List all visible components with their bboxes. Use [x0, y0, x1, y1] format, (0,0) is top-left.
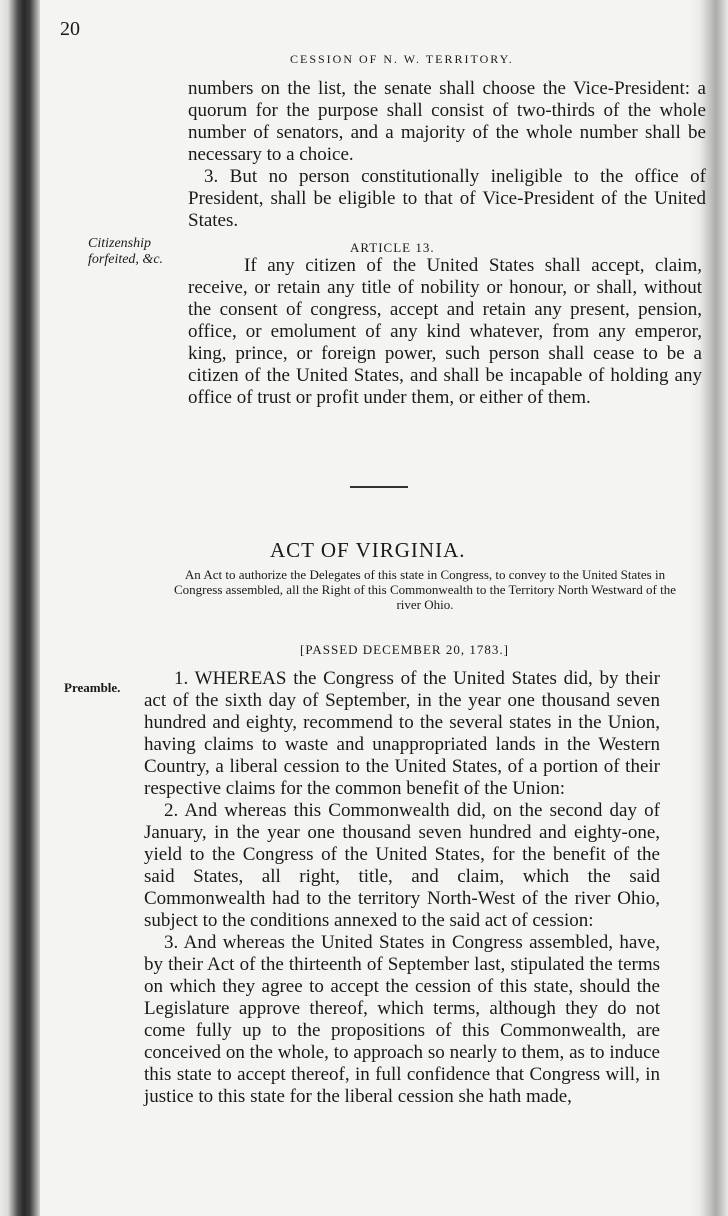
act-subtitle: An Act to authorize the Delegates of this state in Congress, to convey to the United States in Congress assembled, all the Right of this Commonwealth to the Territory North Westward of the river Ohio. [174, 567, 676, 612]
article-13-text: If any citizen of the United States shall accept, claim, receive, or retain any title of nobility or honour, or shall, without the consent of congress, accept and retain any present, pension, office, or emolument of any kind whatever, from any emperor, king, prince, or foreign power, such person shall cease to be a citizen of the United States, and shall be incapable of holding any office of trust or profit under them, or either of them. [188, 255, 702, 408]
running-head: CESSION OF N. W. TERRITORY. [290, 52, 514, 66]
act-title: ACT OF VIRGINIA. [270, 538, 466, 562]
top-paragraph-2: 3. But no person constitutionally ineligible to the office of President, shall be eligible to that of Vice-President of the United States. [188, 166, 706, 231]
article-13-body [188, 255, 702, 409]
article-13-heading: ARTICLE 13. [350, 240, 435, 255]
page-number: 20 [60, 18, 80, 40]
act-paragraph-3: 3. And whereas the United States in Congress assembled, have, by their Act of the thirteenth of September last, stipulated the terms on which they agree to accept the cession of this state, should the Legislature approve thereof, which terms, although they do not come fully up to the propositions of this Commonwealth, are conceived on the whole, to approach so nearly to them, as to induce this state to accept thereof, in full confidence that Congress will, in justice to this state for the liberal cession she hath made, [144, 932, 660, 1107]
act-paragraph-2: 2. And whereas this Commonwealth did, on the second day of January, in the year one thousand seven hundred and eighty-one, yield to the Congress of the United States, for the benefit of the said States, all right, title, and claim, which the said Commonwealth had to the territory North-West of the river Ohio, subject to the conditions annexed to the said act of cession: [144, 800, 660, 931]
side-note-citizenship: Citizenship forfeited, &c. [88, 236, 164, 267]
scan-shadow-left [0, 0, 40, 1216]
section-divider [350, 486, 408, 488]
act-passed-date: [PASSED DECEMBER 20, 1783.] [300, 642, 509, 657]
act-paragraph-1: 1. WHEREAS the Congress of the United States did, by their act of the sixth day of September, in the year one thousand seven hundred and eighty, recommend to the several states in the Union, having claims to waste and unappropriated lands in the Western Country, a liberal cession to the United States, of a portion of their respective claims for the common benefit of the Union: [144, 668, 660, 799]
top-paragraph-1: numbers on the list, the senate shall choose the Vice-President: a quorum for the purpose shall consist of two-thirds of the whole number of senators, and a majority of the whole number shall be necessary to a choice. [188, 78, 706, 165]
act-body [144, 668, 660, 1108]
side-note-preamble: Preamble. [64, 680, 121, 695]
top-continuation [188, 78, 706, 232]
